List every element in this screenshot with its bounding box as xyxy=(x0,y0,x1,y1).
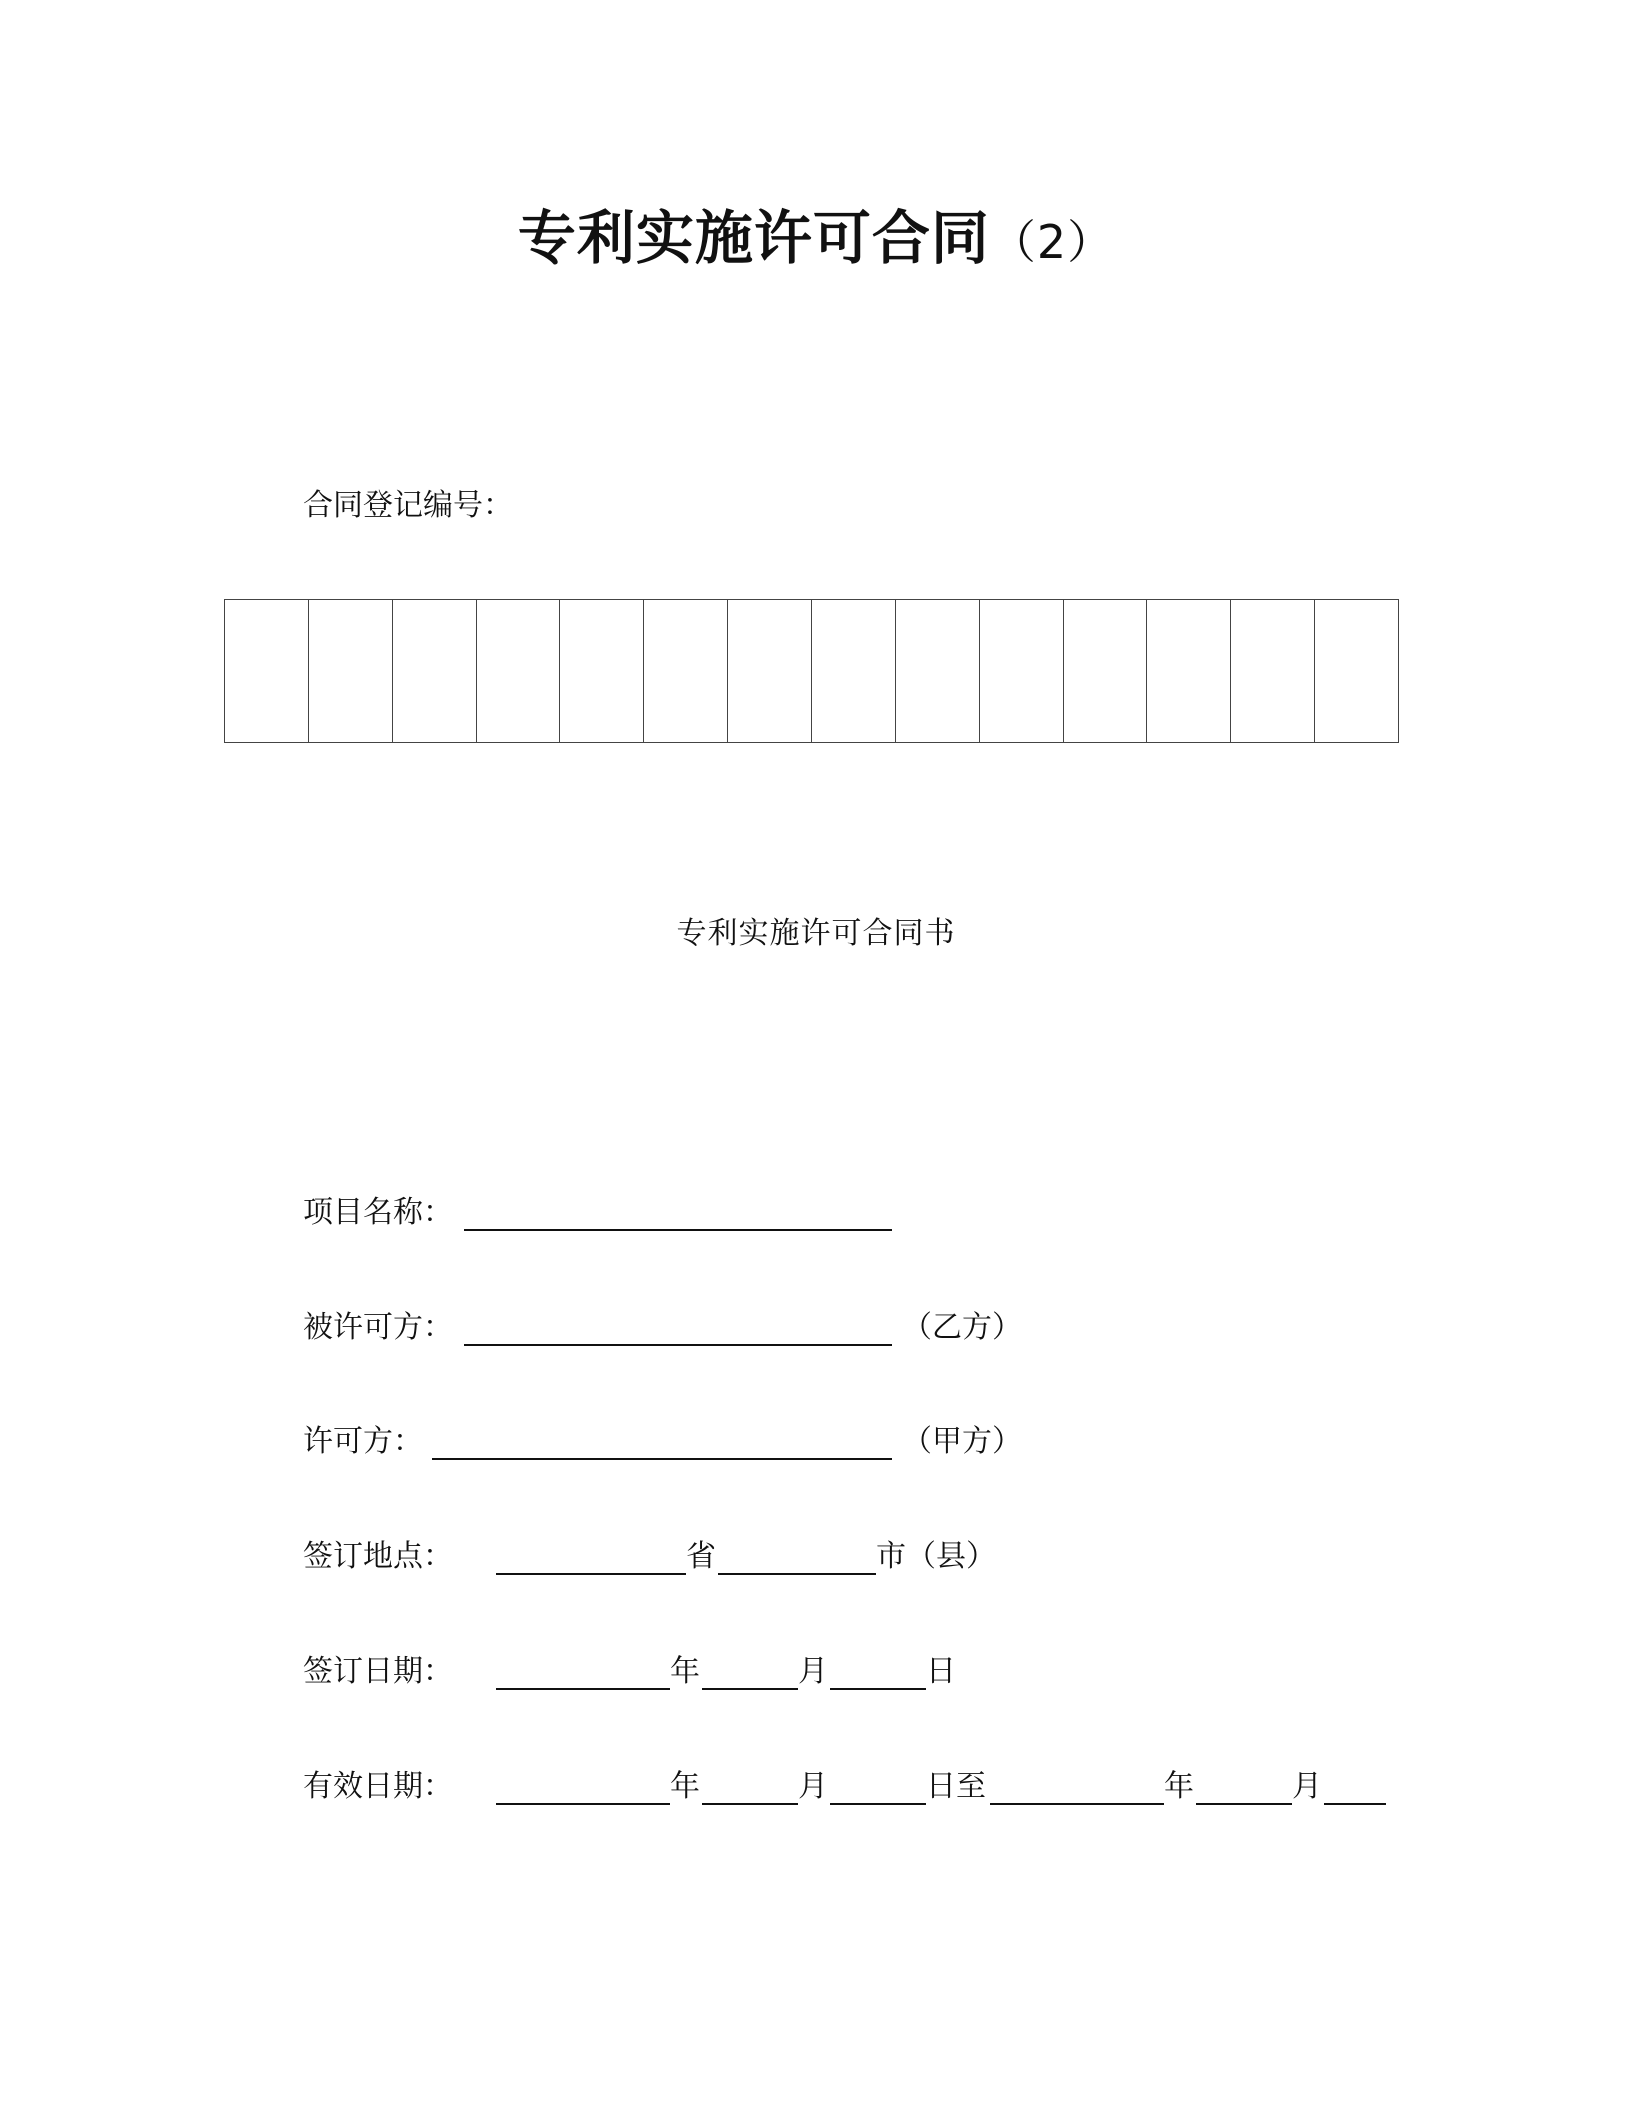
registration-digit-box[interactable] xyxy=(1315,600,1398,742)
licensee-party-label: （乙方） xyxy=(902,1310,1022,1345)
project-name-label: 项目名称： xyxy=(303,1195,453,1230)
licensor-blank[interactable] xyxy=(432,1458,892,1460)
valid-to-month-label: 月 xyxy=(1292,1769,1322,1804)
province-blank[interactable] xyxy=(496,1573,686,1575)
document-subtitle: 专利实施许可合同书 xyxy=(676,916,956,951)
licensor-label: 许可方： xyxy=(303,1424,423,1459)
registration-digit-box[interactable] xyxy=(812,600,896,742)
registration-digit-box[interactable] xyxy=(393,600,477,742)
registration-digit-box[interactable] xyxy=(225,600,309,742)
signing-date-label: 签订日期： xyxy=(303,1654,453,1689)
registration-digit-box[interactable] xyxy=(1064,600,1148,742)
registration-digit-box[interactable] xyxy=(560,600,644,742)
city-blank[interactable] xyxy=(718,1573,876,1575)
title-text: 专利实施许可合同 xyxy=(517,204,990,272)
sign-year-label: 年 xyxy=(670,1654,700,1689)
registration-digit-box[interactable] xyxy=(1231,600,1315,742)
sign-month-blank[interactable] xyxy=(702,1688,798,1690)
registration-digit-box[interactable] xyxy=(477,600,561,742)
registration-digit-box[interactable] xyxy=(980,600,1064,742)
valid-to-month-blank[interactable] xyxy=(1196,1803,1292,1805)
registration-digit-box[interactable] xyxy=(309,600,393,742)
province-label: 省 xyxy=(686,1539,716,1574)
valid-to-year-label: 年 xyxy=(1164,1769,1194,1804)
licensor-party-label: （甲方） xyxy=(902,1424,1022,1459)
valid-from-month-label: 月 xyxy=(798,1769,828,1804)
registration-digit-box[interactable] xyxy=(644,600,728,742)
registration-digit-box[interactable] xyxy=(896,600,980,742)
city-county-label: 市（县） xyxy=(876,1539,996,1574)
registration-digit-box[interactable] xyxy=(1147,600,1231,742)
registration-number-label: 合同登记编号： xyxy=(303,488,513,523)
sign-day-blank[interactable] xyxy=(830,1688,926,1690)
valid-from-year-label: 年 xyxy=(670,1769,700,1804)
valid-to-day-blank[interactable] xyxy=(1324,1803,1386,1805)
sign-day-label: 日 xyxy=(926,1654,956,1689)
valid-from-month-blank[interactable] xyxy=(702,1803,798,1805)
registration-number-grid xyxy=(224,599,1399,743)
valid-from-year-blank[interactable] xyxy=(496,1803,670,1805)
registration-digit-box[interactable] xyxy=(728,600,812,742)
valid-to-year-blank[interactable] xyxy=(990,1803,1164,1805)
project-name-blank[interactable] xyxy=(464,1229,892,1231)
valid-period-label: 有效日期： xyxy=(303,1769,453,1804)
licensee-blank[interactable] xyxy=(464,1344,892,1346)
title-suffix: （2） xyxy=(989,215,1115,269)
licensee-label: 被许可方： xyxy=(303,1310,453,1345)
document-title xyxy=(0,198,1632,282)
signing-place-label: 签订地点： xyxy=(303,1539,453,1574)
sign-month-label: 月 xyxy=(798,1654,828,1689)
valid-day-to-label: 日至 xyxy=(926,1769,986,1804)
sign-year-blank[interactable] xyxy=(496,1688,670,1690)
valid-from-day-blank[interactable] xyxy=(830,1803,926,1805)
